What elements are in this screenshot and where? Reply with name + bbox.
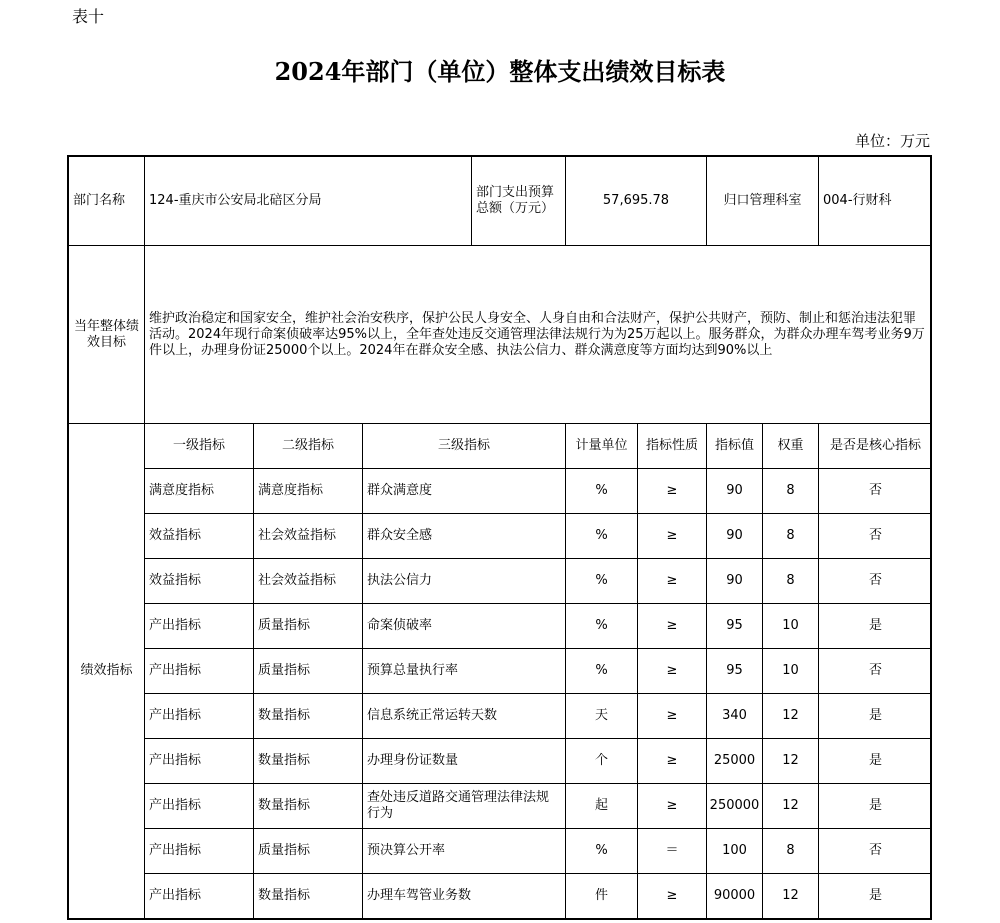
cell-weight: 8 <box>786 843 795 858</box>
column-header-level2: 二级指标 <box>281 438 334 453</box>
cell-level1: 效益指标 <box>149 573 202 588</box>
cell-nature: ＝ <box>665 843 679 858</box>
cell-level3: 信息系统正常运转天数 <box>367 708 498 723</box>
cell-level3: 群众安全感 <box>367 528 433 543</box>
indicators-label: 绩效指标 <box>80 663 133 678</box>
dept-name-value: 124-重庆市公安局北碚区分局 <box>149 193 322 208</box>
dept-name-label: 部门名称 <box>73 193 126 208</box>
cell-weight: 12 <box>782 753 799 768</box>
cell-level1: 产出指标 <box>149 708 202 723</box>
cell-level2: 质量指标 <box>258 843 311 858</box>
cell-core: 是 <box>868 753 882 768</box>
cell-weight: 12 <box>782 708 799 723</box>
cell-level3: 命案侦破率 <box>367 618 433 633</box>
cell-core: 否 <box>868 528 882 543</box>
goal-text: 维护政治稳定和国家安全，维护社会治安秩序，保护公民人身安全、人身自由和合法财产，保护公共财产，预防、制止和惩治违法犯罪活动。2024年现行命案侦破率达95%以上，全年查处违反交通管理法律法规行为为25万起以上。服务群众，为群众办理车驾考业务9万件以上，办理身份证25000个以上。2024年在群众安全感、执法公信力、群众满意度等方面均达到90%以上 <box>149 310 925 358</box>
cell-level2: 质量指标 <box>258 618 311 633</box>
cell-level1: 产出指标 <box>149 618 202 633</box>
cell-level1: 效益指标 <box>149 528 202 543</box>
cell-level2: 社会效益指标 <box>258 573 337 588</box>
cell-core: 是 <box>868 798 882 813</box>
cell-value: 100 <box>722 843 747 858</box>
cell-level3: 办理身份证数量 <box>367 753 459 768</box>
cell-level2: 社会效益指标 <box>258 528 337 543</box>
budget-label: 部门支出预算总额（万元） <box>476 185 555 216</box>
cell-level2: 数量指标 <box>258 798 311 813</box>
cell-nature: ≥ <box>666 753 678 768</box>
mgmt-label: 归口管理科室 <box>723 193 802 208</box>
column-header-level3: 三级指标 <box>437 438 490 453</box>
cell-core: 是 <box>868 708 882 723</box>
cell-unit: 件 <box>594 888 608 903</box>
cell-unit: 个 <box>594 753 608 768</box>
cell-unit: % <box>595 843 608 858</box>
cell-value: 90 <box>726 528 743 543</box>
cell-level1: 产出指标 <box>149 888 202 903</box>
cell-value: 25000 <box>713 753 756 768</box>
cell-value: 90 <box>726 573 743 588</box>
cell-value: 90000 <box>713 888 756 903</box>
cell-weight: 10 <box>782 618 799 633</box>
cell-level3: 群众满意度 <box>367 483 433 498</box>
goal-label: 当年整体绩效目标 <box>73 318 139 350</box>
cell-level3: 执法公信力 <box>367 573 433 588</box>
cell-value: 250000 <box>709 798 760 813</box>
cell-core: 否 <box>868 663 882 678</box>
cell-unit: % <box>595 573 608 588</box>
cell-nature: ≥ <box>666 528 678 543</box>
cell-core: 否 <box>868 573 882 588</box>
page-title: 2024年部门（单位）整体支出绩效目标表 <box>274 57 726 86</box>
cell-weight: 12 <box>782 888 799 903</box>
cell-unit: % <box>595 528 608 543</box>
cell-level3: 预决算公开率 <box>367 843 446 858</box>
cell-unit: % <box>595 483 608 498</box>
cell-core: 是 <box>868 618 882 633</box>
cell-level1: 满意度指标 <box>149 483 215 498</box>
cell-level2: 数量指标 <box>258 888 311 903</box>
cell-weight: 8 <box>786 573 795 588</box>
cell-nature: ≥ <box>666 888 678 903</box>
table-number: 表十 <box>72 7 105 26</box>
cell-level3: 办理车驾管业务数 <box>367 888 472 903</box>
cell-unit: 天 <box>594 708 608 723</box>
column-header-value: 指标值 <box>714 438 754 453</box>
cell-core: 否 <box>868 843 882 858</box>
column-header-core: 是否是核心指标 <box>829 438 921 453</box>
column-header-weight: 权重 <box>777 438 804 453</box>
cell-weight: 12 <box>782 798 799 813</box>
cell-level2: 数量指标 <box>258 708 311 723</box>
cell-nature: ≥ <box>666 618 678 633</box>
cell-value: 90 <box>726 483 743 498</box>
cell-nature: ≥ <box>666 483 678 498</box>
cell-level2: 数量指标 <box>258 753 311 768</box>
column-header-nature: 指标性质 <box>645 438 698 453</box>
cell-core: 否 <box>868 483 882 498</box>
budget-value: 57,695.78 <box>602 193 670 208</box>
cell-nature: ≥ <box>666 798 678 813</box>
cell-level2: 满意度指标 <box>258 483 324 498</box>
cell-nature: ≥ <box>666 708 678 723</box>
cell-weight: 8 <box>786 483 795 498</box>
cell-weight: 8 <box>786 528 795 543</box>
cell-level1: 产出指标 <box>149 798 202 813</box>
cell-level1: 产出指标 <box>149 843 202 858</box>
cell-nature: ≥ <box>666 663 678 678</box>
cell-level3: 预算总量执行率 <box>367 663 459 678</box>
column-header-level1: 一级指标 <box>172 438 225 453</box>
cell-value: 95 <box>726 663 743 678</box>
cell-nature: ≥ <box>666 573 678 588</box>
cell-unit: 起 <box>594 798 608 813</box>
cell-value: 95 <box>726 618 743 633</box>
unit-label: 单位：万元 <box>854 132 930 150</box>
cell-unit: % <box>595 663 608 678</box>
cell-value: 340 <box>722 708 747 723</box>
cell-unit: % <box>595 618 608 633</box>
column-header-unit: 计量单位 <box>575 438 628 453</box>
cell-level3: 查处违反道路交通管理法律法规行为 <box>367 790 550 821</box>
cell-level1: 产出指标 <box>149 663 202 678</box>
cell-core: 是 <box>868 888 882 903</box>
mgmt-value: 004-行财科 <box>823 193 892 208</box>
cell-level2: 质量指标 <box>258 663 311 678</box>
cell-level1: 产出指标 <box>149 753 202 768</box>
cell-weight: 10 <box>782 663 799 678</box>
